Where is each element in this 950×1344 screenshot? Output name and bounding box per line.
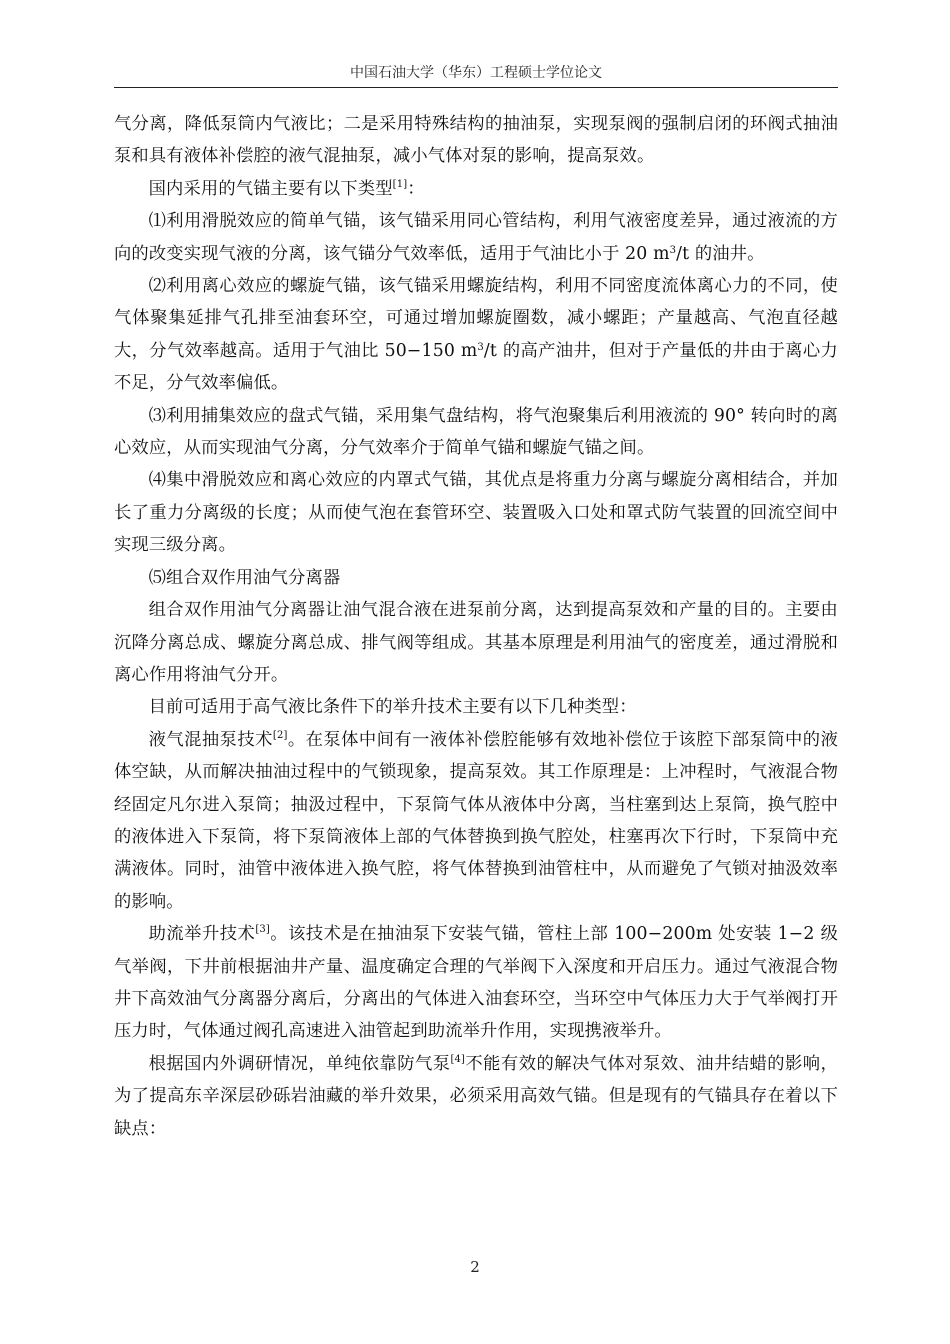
unit-superscript: 3 <box>669 244 677 256</box>
paragraph-item-3: ⑶利用捕集效应的盘式气锚，采用集气盘结构，将气泡聚集后利用液流的 90° 转向时的离心效应，从而实现油气分离，分气效率介于简单气锚和螺旋气锚之间。 <box>114 405 838 459</box>
paragraph-text: /t 的高产油井，但对于产量低的井由于离心力不足，分气效率偏低。 <box>114 340 838 394</box>
paragraph-text: 国内采用的气锚主要有以下类型 <box>148 178 393 199</box>
paragraph-text: 助流举升技术 <box>148 924 256 945</box>
paragraph-text: ⑵利用离心效应的螺旋气锚，该气锚采用螺旋结构，利用不同密度流体离心力的不同，使气体聚集延排气孔排至油套环空，可通过增加螺旋圈数，减小螺距；产量越高、气泡直径越大，分气效率越高。适用于气油比 50−150 m <box>114 276 838 361</box>
paragraph-text: 不能有效的解决气体对泵效、油井结蜡的影响，为了提高东辛深层砂砾岩油藏的举升效果，必须采用高效气锚。但是现有的气锚具存在着以下缺点： <box>114 1053 838 1139</box>
paragraph-lift-types-intro: 目前可适用于高气液比条件下的举升技术主要有以下几种类型： <box>148 697 637 718</box>
paragraph-item-4: ⑷集中滑脱效应和离心效应的内罩式气锚，其优点是将重力分离与螺旋分离相结合，并加长了重力分离级的长度；从而使气泡在套管环空、装置吸入口处和罩式防气装置的回流空间中实现三级分离。 <box>114 470 838 556</box>
paragraph-text: 液气混抽泵技术 <box>148 729 273 750</box>
paragraph-text: 。在泵体中间有一液体补偿腔能够有效地补偿位于该腔下部泵筒中的液体空缺，从而解决抽油过程中的气锁现象，提高泵效。其工作原理是：上冲程时，气液混合物经固定凡尔进入泵筒；抽汲过程中，下泵筒气体从液体中分离，当柱塞到达上泵筒，换气腔中的液体进入下泵筒，将下泵筒液体上部的气体替换到换气腔处，柱塞再次下行时，下泵筒中充满液体。同时，油管中液体进入换气腔，将气体替换到油管柱中，从而避免了气锁对抽汲效率的影响。 <box>114 729 838 912</box>
paragraph-item-2 <box>114 270 838 400</box>
unit-superscript: 3 <box>477 341 484 353</box>
paragraph-mixed-pump <box>114 724 838 918</box>
citation-ref: [3] <box>255 924 270 936</box>
paragraph-text: /t 的油井。 <box>676 243 765 264</box>
header-divider <box>114 87 838 88</box>
citation-ref: [2] <box>272 729 288 741</box>
citation-ref: [4] <box>450 1053 466 1065</box>
paragraph-types-intro <box>114 173 838 205</box>
body-text <box>114 108 838 1145</box>
citation-ref: [1] <box>392 178 408 190</box>
page-number: 2 <box>470 1258 480 1276</box>
paragraph-item-5: ⑸组合双作用油气分离器 <box>148 567 341 588</box>
paragraph-text: ： <box>407 178 425 199</box>
paragraph-separator-description: 组合双作用油气分离器让油气混合液在进泵前分离，达到提高泵效和产量的目的。主要由沉降分离总成、螺旋分离总成、排气阀等组成。其基本原理是利用油气的密度差，通过滑脱和离心作用将油气分开。 <box>114 600 838 685</box>
paragraph-text: 。该技术是在抽油泵下安装气锚，管柱上部 100−200m 处安装 1−2 级气举阀，下井前根据油井产量、温度确定合理的气举阀下入深度和开启压力。通过气液混合物井下高效油气分离器分离后，分离出的气体进入油套环空，当环空中气体压力大于气举阀打开压力时，气体通过阀孔高速进入油管起到助流举升作用，实现携液举升。 <box>114 924 839 1042</box>
running-header: 中国石油大学（华东）工程硕士学位论文 <box>350 65 602 81</box>
paragraph-text: ⑴利用滑脱效应的简单气锚，该气锚采用同心管结构，利用气液密度差异，通过液流的方向的改变实现气液的分离，该气锚分气效率低，适用于气油比小于 20 m <box>114 211 838 264</box>
paragraph-text: 根据国内外调研情况，单纯依靠防气泵 <box>148 1053 451 1074</box>
paragraph-continuation: 气分离，降低泵筒内气液比；二是采用特殊结构的抽油泵，实现泵阀的强制启闭的环阀式抽油泵和具有液体补偿腔的液气混抽泵，减小气体对泵的影响，提高泵效。 <box>114 114 838 167</box>
paragraph-item-1 <box>114 205 838 270</box>
paragraph-assisted-lift <box>114 918 838 1048</box>
paragraph-conclusion <box>114 1048 838 1145</box>
